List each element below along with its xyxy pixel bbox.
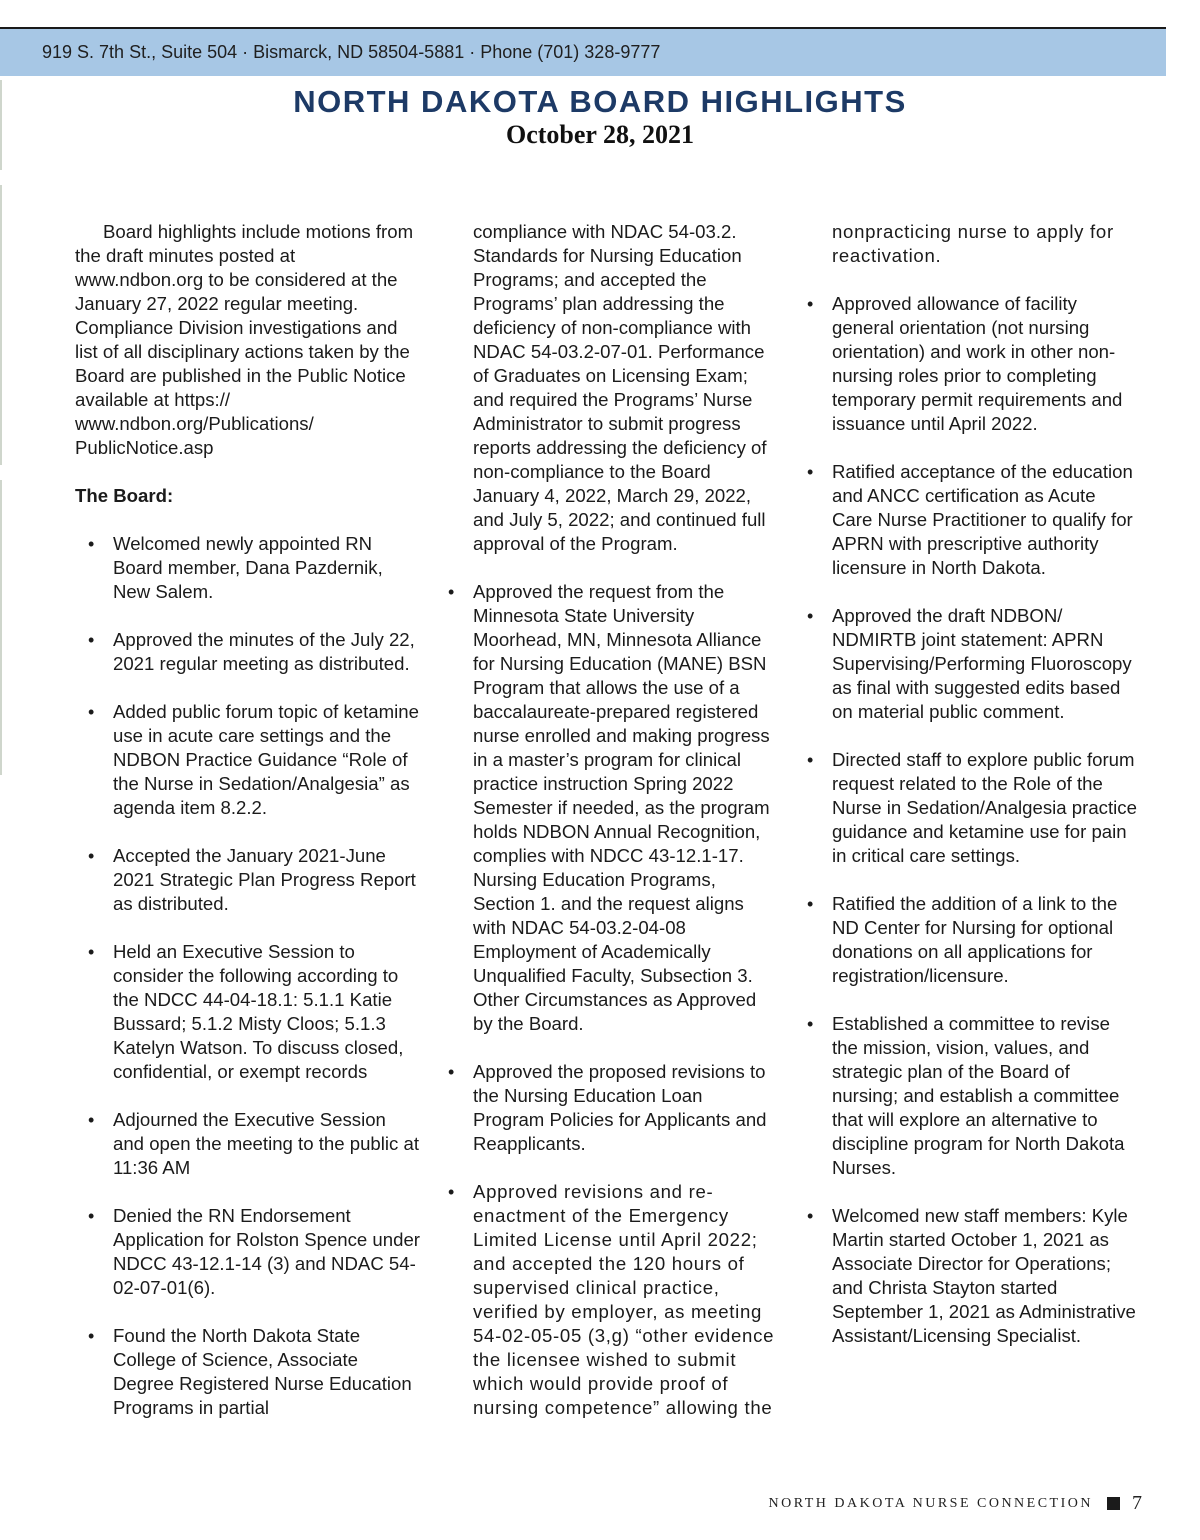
list-item: • Approved the draft NDBON/ NDMIRTB joint statement: APRN Supervising/Performing Fluoroscopy as final with suggested edits based on material public comment. (794, 604, 1140, 724)
list-item: • Approved the minutes of the July 22, 2021 regular meeting as distributed. (75, 628, 420, 676)
left-edge-line (0, 480, 2, 775)
address-bar (0, 29, 1166, 76)
page-date: October 28, 2021 (506, 120, 694, 149)
list-item: • Adjourned the Executive Session and open the meeting to the public at 11:36 AM (75, 1108, 420, 1180)
continuation-paragraph: nonpracticing nurse to apply for reactivation. (832, 221, 1114, 266)
list-item: • Approved the request from the Minnesota State University Moorhead, MN, Minnesota Alliance for Nursing Education (MANE) BSN Program that allows the use of a baccalaureate-prepared registered nurse enrolled and making progress in a master’s program for clinical practice instruction Spring 2022 Semester if needed, as the program holds NDBON Annual Recognition, complies with NDCC 43-12.1-17. Nursing Education Programs, Section 1. and the request aligns with NDAC 54-03.2-04-08 Employment of Academically Unqualified Faculty, Subsection 3. Other Circumstances as Approved by the Board. (435, 580, 775, 1036)
publication-name: NORTH DAKOTA NURSE CONNECTION (768, 1495, 1093, 1511)
board-actions-list (75, 532, 420, 1420)
continuation-paragraph: compliance with NDAC 54-03.2. Standards for Nursing Education Programs; and accepted the Programs’ plan addressing the deficiency of non-compliance with NDAC 54-03.2-07-01. Performance of Graduates on Licensing Exam; and required the Programs’ Nurse Administrator to submit progress reports addressing the deficiency of non-compliance to the Board January 4, 2022, March 29, 2022, and July 5, 2022; and continued full approval of the Program. (473, 221, 767, 554)
board-heading: The Board: (75, 485, 174, 506)
list-item: • Welcomed new staff members: Kyle Martin started October 1, 2021 as Associate Director for Operations; and Christa Stayton started September 1, 2021 as Administrative Assistant/Licensing Specialist. (794, 1204, 1140, 1348)
page-footer (769, 1492, 1142, 1515)
list-item: • Directed staff to explore public forum request related to the Role of the Nurse in Sedation/Analgesia practice guidance and ketamine use for pain in critical care settings. (794, 748, 1140, 868)
list-item: • Approved allowance of facility general orientation (not nursing orientation) and work in other non-nursing roles prior to completing temporary permit requirements and issuance until April 2022. (794, 292, 1140, 436)
column-2 (435, 220, 775, 1444)
board-actions-list (435, 580, 775, 1420)
left-edge-line (0, 185, 2, 465)
list-item: • Denied the RN Endorsement Application for Rolston Spence under NDCC 43-12.1-14 (3) and NDAC 54-02-07-01(6). (75, 1204, 420, 1300)
column-3 (794, 220, 1140, 1372)
list-item: • Established a committee to revise the mission, vision, values, and strategic plan of the Board of nursing; and establish a committee that will explore an alternative to discipline program for North Dakota Nurses. (794, 1012, 1140, 1180)
column-1 (75, 220, 420, 1444)
list-item: • Welcomed newly appointed RN Board member, Dana Pazdernik, New Salem. (75, 532, 420, 604)
intro-paragraph: Board highlights include motions from the draft minutes posted at www.ndbon.org to be considered at the January 27, 2022 regular meeting. Compliance Division investigations and list of all disciplinary actions taken by the Board are published in the Public Notice available at https:// www.ndbon.org/Publications/ PublicNotice.asp (75, 221, 414, 458)
list-item: • Found the North Dakota State College of Science, Associate Degree Registered Nurse Education Programs in partial (75, 1324, 420, 1420)
list-item: • Accepted the January 2021-June 2021 Strategic Plan Progress Report as distributed. (75, 844, 420, 916)
square-icon (1107, 1497, 1120, 1510)
list-item: • Added public forum topic of ketamine use in acute care settings and the NDBON Practice Guidance “Role of the Nurse in Sedation/Analgesia” as agenda item 8.2.2. (75, 700, 420, 820)
page-number: 7 (1132, 1492, 1142, 1514)
list-item: • Approved the proposed revisions to the Nursing Education Loan Program Policies for Applicants and Reapplicants. (435, 1060, 775, 1156)
list-item: • Approved revisions and re-enactment of the Emergency Limited License until April 2022; and accepted the 120 hours of supervised clinical practice, verified by employer, as meeting 54-02-05-05 (3,g) “other evidence the licensee wished to submit which would provide proof of nursing competence” allowing the (435, 1180, 775, 1420)
list-item: • Held an Executive Session to consider the following according to the NDCC 44-04-18.1: 5.1.1 Katie Bussard; 5.1.2 Misty Cloos; 5.1.3 Katelyn Watson. To discuss closed, confidential, or exempt records (75, 940, 420, 1084)
board-actions-list (794, 292, 1140, 1348)
page-title: NORTH DAKOTA BOARD HIGHLIGHTS (293, 84, 907, 119)
address-text: 919 S. 7th St., Suite 504 · Bismarck, ND 58504-5881 · Phone (701) 328-9777 (42, 42, 661, 62)
list-item: • Ratified acceptance of the education and ANCC certification as Acute Care Nurse Practitioner to qualify for APRN with prescriptive authority licensure in North Dakota. (794, 460, 1140, 580)
list-item: • Ratified the addition of a link to the ND Center for Nursing for optional donations on all applications for registration/licensure. (794, 892, 1140, 988)
